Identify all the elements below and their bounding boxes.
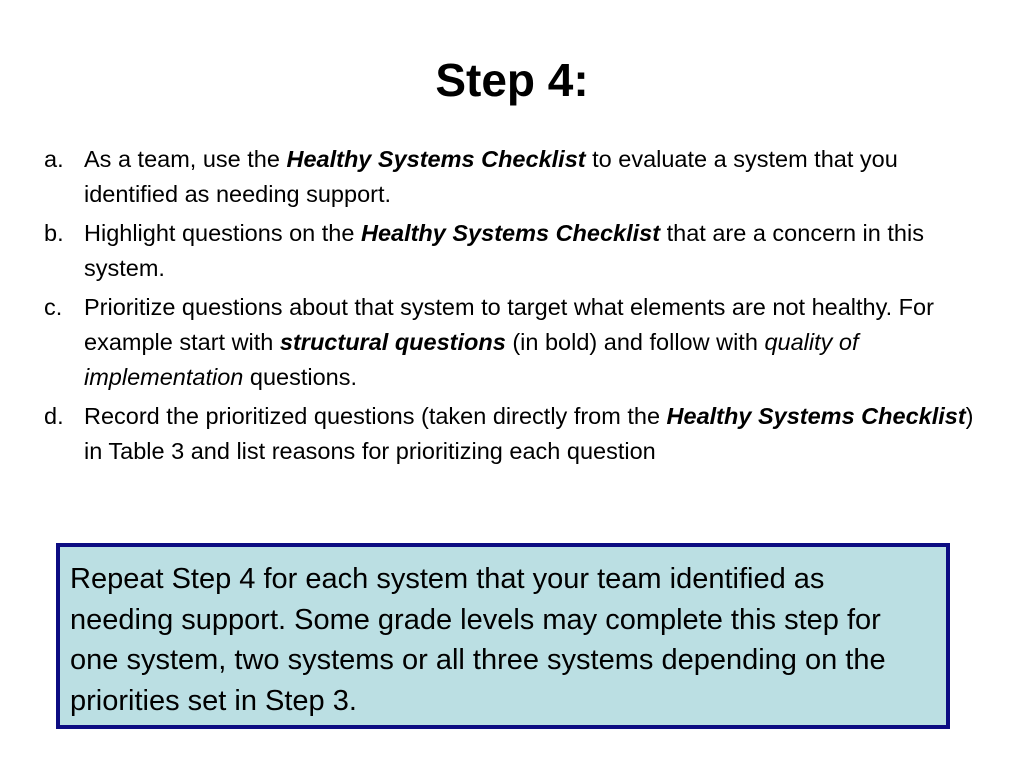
- step-text-segment: Prioritize questions about that system to target what elements are not healthy. For example start with: [84, 294, 934, 355]
- checklist-title-emphasis: Healthy Systems Checklist: [360, 220, 661, 246]
- step-text-segment: As a team, use the: [84, 146, 287, 172]
- step-text-segment: that are a concern in this system.: [84, 220, 924, 281]
- step-text-segment: to evaluate a system that you identified as needing support.: [84, 146, 898, 207]
- step-text-segment: Highlight questions on the: [84, 220, 361, 246]
- step-item-a: [44, 142, 974, 212]
- step-marker: a.: [44, 146, 64, 172]
- step-marker: d.: [44, 403, 64, 429]
- step-item-c: [44, 290, 974, 395]
- step-item-b: [44, 216, 974, 286]
- callout-text: Repeat Step 4 for each system that your team identified as needing support. Some grade levels may complete this step for one system, two systems or all three systems depending on the priorities set in Step 3.: [70, 563, 886, 717]
- structural-questions-emphasis: structural questions: [279, 329, 506, 355]
- step-text-segment: ) in Table 3 and list reasons for prioritizing each question: [84, 403, 974, 464]
- quality-of-implementation-emphasis: quality of implementation: [84, 329, 859, 390]
- step-marker: b.: [44, 220, 64, 246]
- step-text-segment: questions.: [243, 364, 358, 390]
- step-item-d: [44, 399, 974, 469]
- step-list: [44, 142, 974, 473]
- step-marker: c.: [44, 294, 63, 320]
- repeat-step-callout-box: [56, 543, 950, 729]
- checklist-title-emphasis: Healthy Systems Checklist: [286, 146, 586, 172]
- step-text-segment: (in bold) and follow with: [505, 329, 765, 355]
- checklist-title-emphasis: Healthy Systems Checklist: [666, 403, 966, 429]
- slide-title: Step 4:: [435, 54, 589, 106]
- step-text-segment: Record the prioritized questions (taken directly from the: [84, 403, 667, 429]
